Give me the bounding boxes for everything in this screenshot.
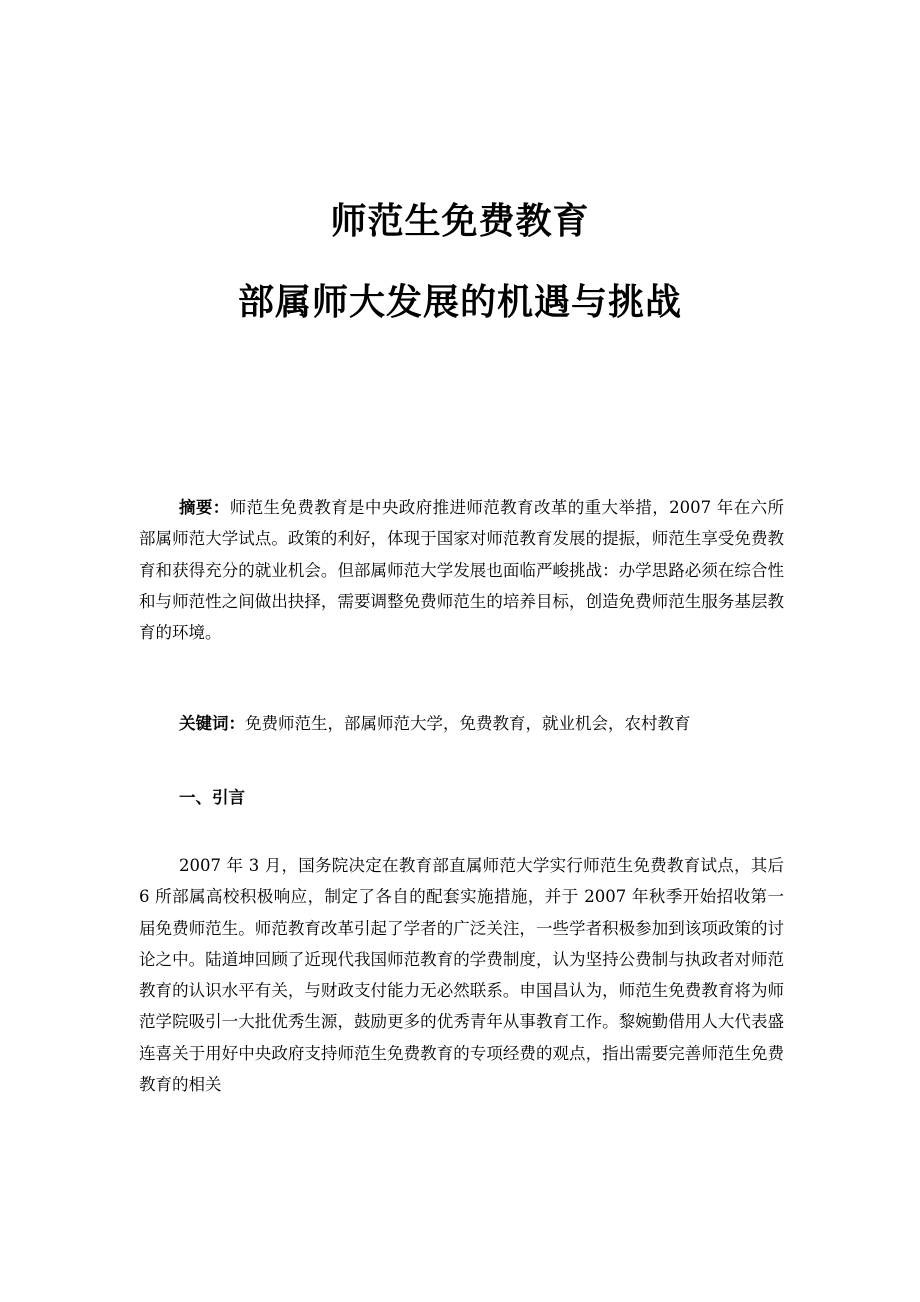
document-title-line-1: 师范生免费教育 (330, 200, 590, 242)
abstract-text: 师范生免费教育是中央政府推进师范教育改革的重大举措，2007 年在六所部属师范大学试点。政策的利好，体现于国家对师范教育发展的提振，师范生享受免费教育和获得充分的就业机会。但部属师范大学发展也面临严峻挑战：办学思路必须在综合性和与师范性之间做出抉择，需要调整免费师范生的培养目标，创造免费师范生服务基层教育的环境。 (139, 498, 785, 643)
introduction-paragraph: 2007 年 3 月，国务院决定在教育部直属师范大学实行师范生免费教育试点，其后 6 所部属高校积极响应，制定了各自的配套实施措施，并于 2007 年秋季开始招收第一届免费师范生。师范教育改革引起了学者的广泛关注，一些学者积极参加到该项政策的讨论之中。陆道坤回顾了近现代我国师范教育的学费制度，认为坚持公费制与执政者对师范教育的认识水平有关，与财政支付能力无必然联系。申国昌认为，师范生免费教育将为师范学院吸引一大批优秀生源，鼓励更多的优秀青年从事教育工作。黎婉勤借用人大代表盛连喜关于用好中央政府支持师范生免费教育的专项经费的观点，指出需要完善师范生免费教育的相关 (139, 856, 784, 1095)
document-title-line-2: 部属师大发展的机遇与挑战 (237, 281, 682, 323)
keywords-text: 免费师范生，部属师范大学，免费教育，就业机会，农村教育 (245, 714, 691, 733)
section-heading-introduction: 一、引言 (179, 788, 245, 807)
abstract-paragraph (139, 492, 784, 648)
keywords-paragraph (139, 708, 784, 739)
abstract-label: 摘要： (179, 498, 230, 517)
keywords-label: 关键词： (179, 714, 245, 733)
